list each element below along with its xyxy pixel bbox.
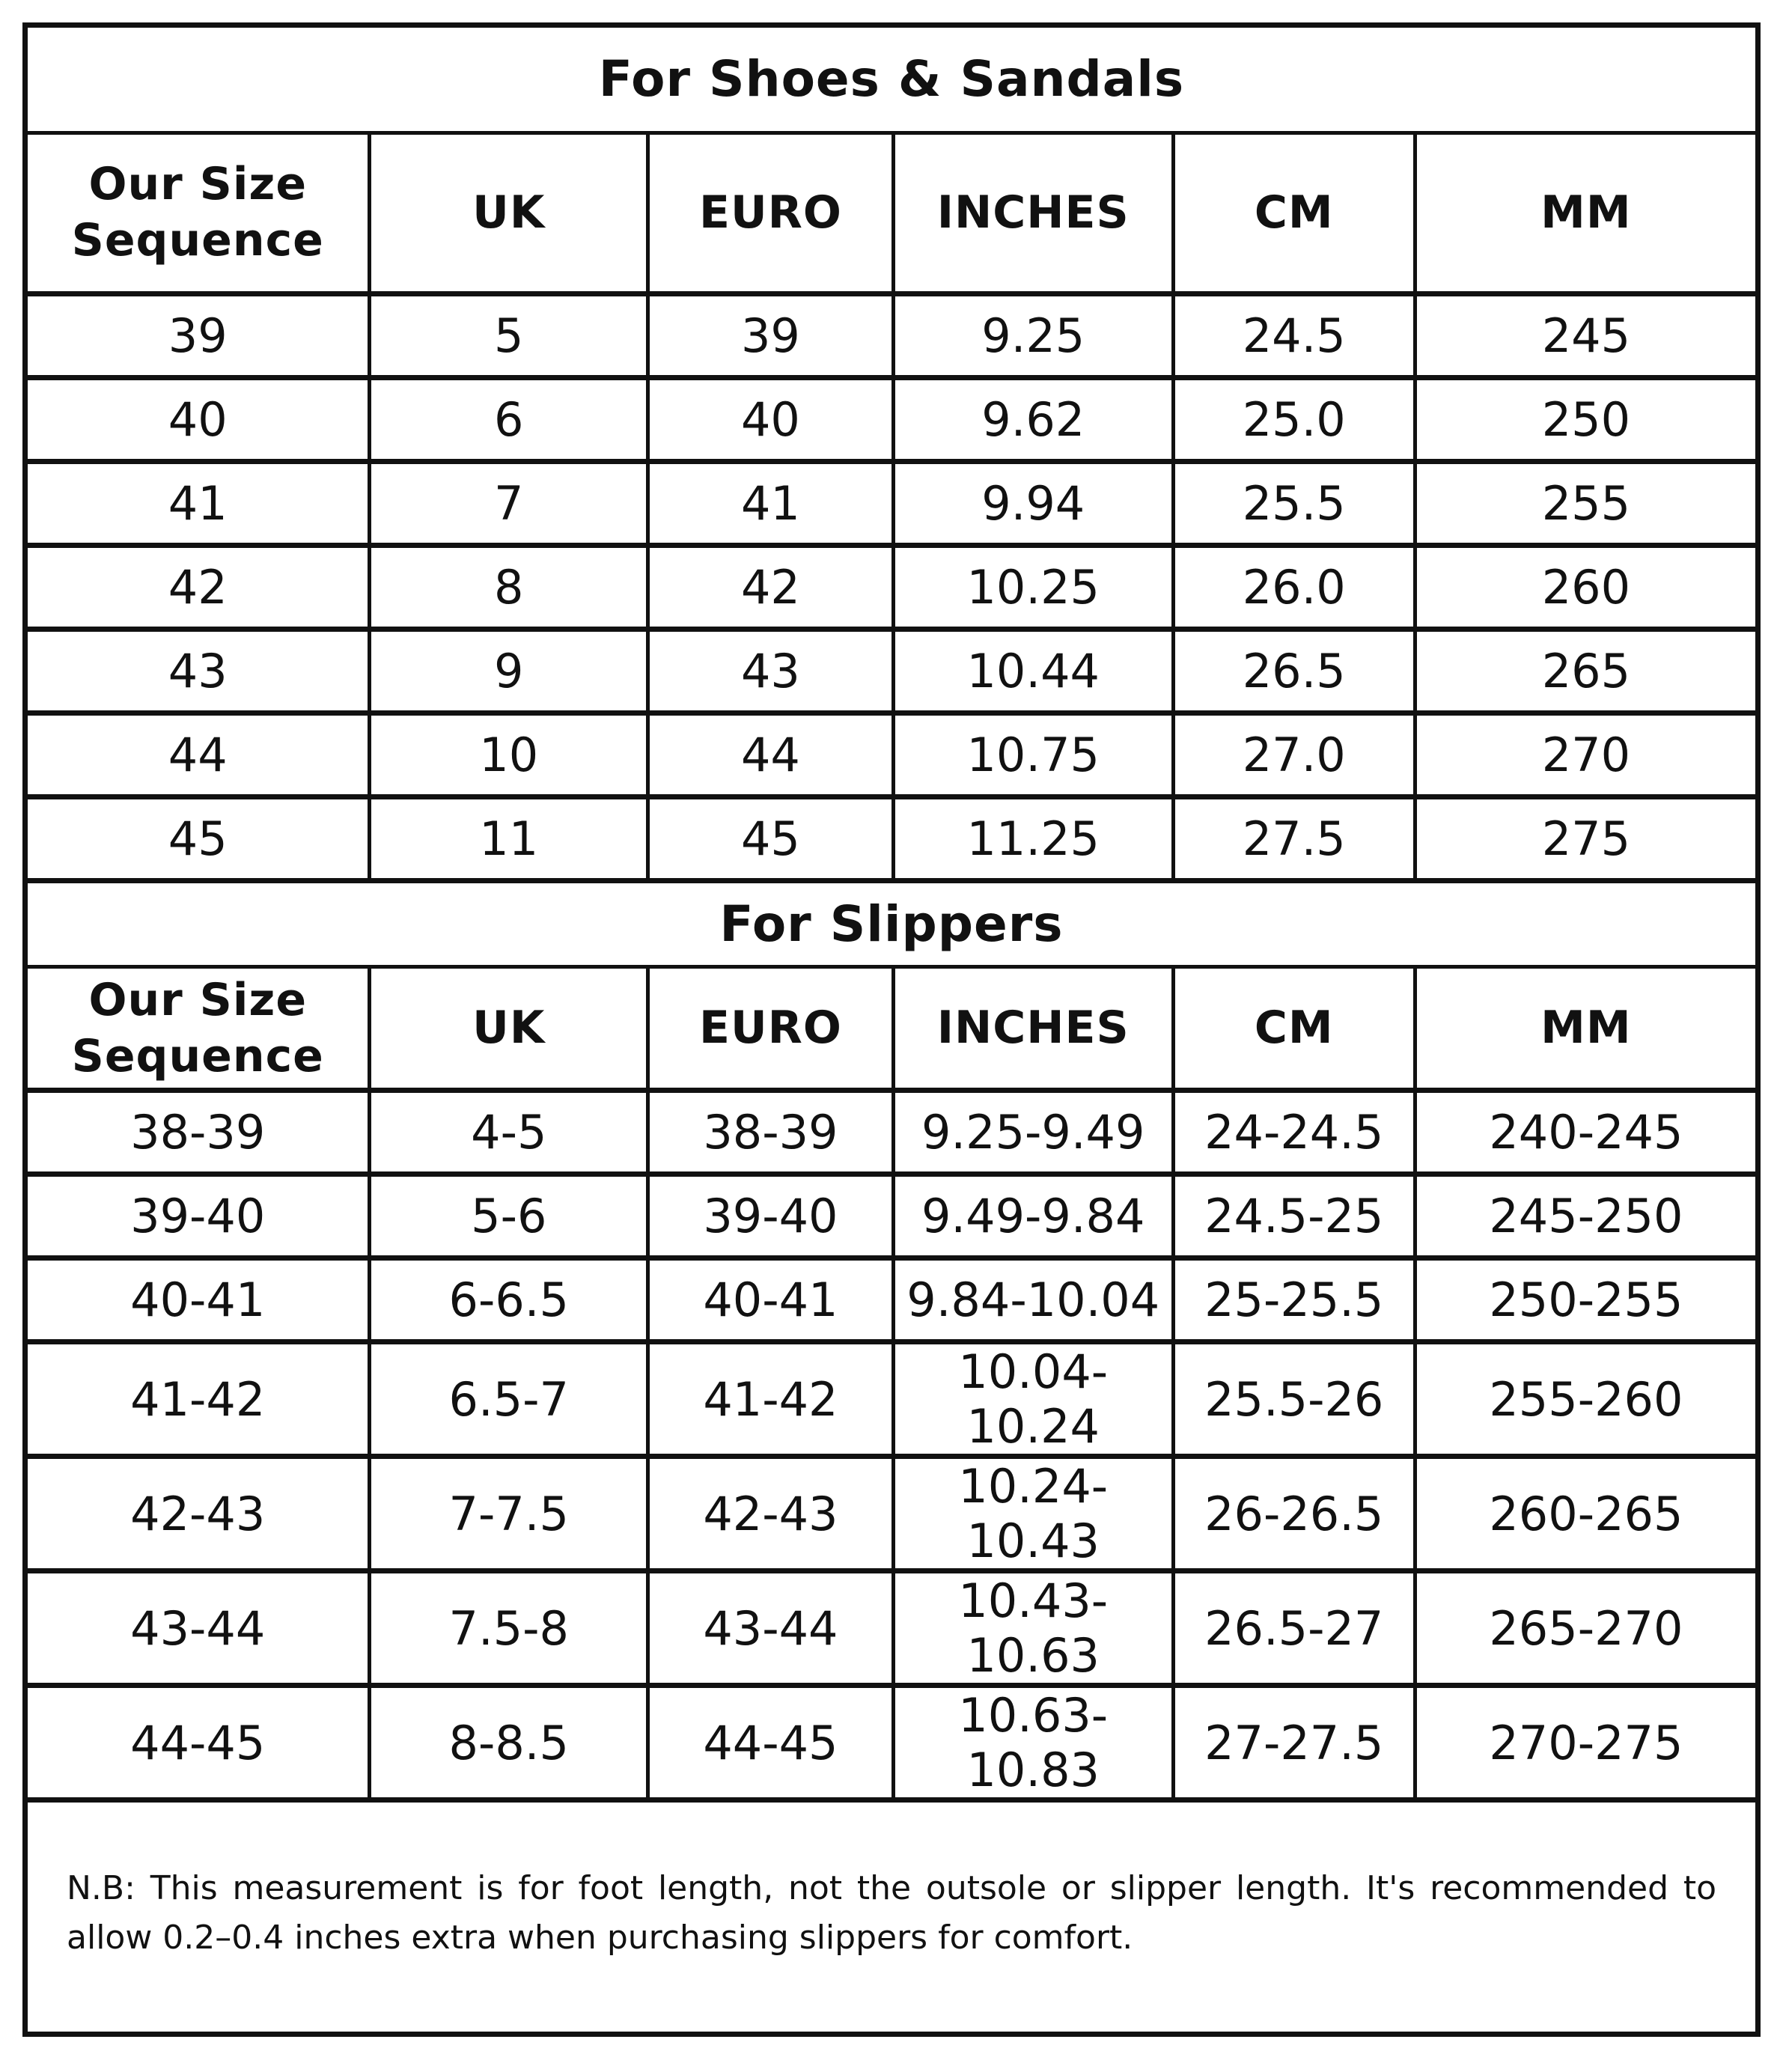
table-cell: 27-27.5 — [1173, 1686, 1415, 1800]
table-cell: 7 — [370, 461, 648, 545]
table-cell: 40-41 — [28, 1258, 370, 1342]
slippers-table — [28, 883, 1755, 1803]
table-cell: 5 — [370, 293, 648, 377]
column-header: CM — [1173, 967, 1415, 1091]
table-cell: 6.5-7 — [370, 1342, 648, 1457]
table-cell: 250-255 — [1415, 1258, 1755, 1342]
table-cell: 10.04-10.24 — [893, 1342, 1173, 1457]
table-row — [28, 293, 1755, 377]
table-cell: 41-42 — [648, 1342, 894, 1457]
table-cell: 7.5-8 — [370, 1571, 648, 1686]
table-cell: 255-260 — [1415, 1342, 1755, 1457]
table-cell: 5-6 — [370, 1174, 648, 1258]
table-row — [28, 629, 1755, 713]
table-cell: 44-45 — [28, 1686, 370, 1800]
table-cell: 6 — [370, 377, 648, 461]
table-cell: 24.5 — [1173, 293, 1415, 377]
table-row — [28, 461, 1755, 545]
table-cell: 24.5-25 — [1173, 1174, 1415, 1258]
table-cell: 26.5 — [1173, 629, 1415, 713]
table-cell: 41 — [648, 461, 894, 545]
table-cell: 245 — [1415, 293, 1755, 377]
section-title-row — [28, 883, 1755, 967]
table-cell: 42-43 — [28, 1457, 370, 1571]
table-row — [28, 1342, 1755, 1457]
table-cell: 25.5 — [1173, 461, 1415, 545]
table-cell: 39-40 — [28, 1174, 370, 1258]
table-row — [28, 1686, 1755, 1800]
table-cell: 6-6.5 — [370, 1258, 648, 1342]
table-cell: 43 — [648, 629, 894, 713]
table-cell: 245-250 — [1415, 1174, 1755, 1258]
table-cell: 10.43-10.63 — [893, 1571, 1173, 1686]
table-cell: 10.25 — [893, 545, 1173, 629]
table-cell: 39 — [648, 293, 894, 377]
table-cell: 8-8.5 — [370, 1686, 648, 1800]
table-cell: 42-43 — [648, 1457, 894, 1571]
note-text: N.B: This measurement is for foot length, not the outsole or slipper length. It's recommended to allow 0.2–0.4 inches extra when purchasing slippers for comfort. — [67, 1869, 1716, 1957]
header-row — [28, 967, 1755, 1091]
table-cell: 240-245 — [1415, 1091, 1755, 1174]
table-cell: 270 — [1415, 713, 1755, 796]
table-cell: 25.5-26 — [1173, 1342, 1415, 1457]
table-cell: 7-7.5 — [370, 1457, 648, 1571]
table-cell: 43-44 — [648, 1571, 894, 1686]
table-cell: 260-265 — [1415, 1457, 1755, 1571]
table-cell: 9 — [370, 629, 648, 713]
table-cell: 275 — [1415, 796, 1755, 880]
column-header: MM — [1415, 967, 1755, 1091]
table-cell: 27.0 — [1173, 713, 1415, 796]
table-cell: 25-25.5 — [1173, 1258, 1415, 1342]
table-cell: 11 — [370, 796, 648, 880]
table-row — [28, 1174, 1755, 1258]
table-cell: 43-44 — [28, 1571, 370, 1686]
table-row — [28, 796, 1755, 880]
table-cell: 10.44 — [893, 629, 1173, 713]
table-cell: 10.63-10.83 — [893, 1686, 1173, 1800]
table-cell: 9.94 — [893, 461, 1173, 545]
section-title: For Slippers — [28, 883, 1755, 967]
table-cell: 39 — [28, 293, 370, 377]
table-cell: 250 — [1415, 377, 1755, 461]
table-cell: 24-24.5 — [1173, 1091, 1415, 1174]
column-header: Our Size Sequence — [28, 967, 370, 1091]
table-cell: 45 — [28, 796, 370, 880]
column-header: MM — [1415, 132, 1755, 293]
table-cell: 26.5-27 — [1173, 1571, 1415, 1686]
table-cell: 45 — [648, 796, 894, 880]
table-row — [28, 1457, 1755, 1571]
table-cell: 9.84-10.04 — [893, 1258, 1173, 1342]
table-cell: 41-42 — [28, 1342, 370, 1457]
header-row — [28, 132, 1755, 293]
table-cell: 10.24-10.43 — [893, 1457, 1173, 1571]
table-cell: 265 — [1415, 629, 1755, 713]
table-row — [28, 1571, 1755, 1686]
table-cell: 44 — [28, 713, 370, 796]
column-header: INCHES — [893, 132, 1173, 293]
table-cell: 9.62 — [893, 377, 1173, 461]
column-header: UK — [370, 967, 648, 1091]
shoes-sandals-table — [28, 28, 1755, 883]
table-cell: 42 — [648, 545, 894, 629]
table-cell: 41 — [28, 461, 370, 545]
table-cell: 9.49-9.84 — [893, 1174, 1173, 1258]
table-cell: 40-41 — [648, 1258, 894, 1342]
table-cell: 265-270 — [1415, 1571, 1755, 1686]
size-chart — [22, 22, 1761, 2037]
table-cell: 260 — [1415, 545, 1755, 629]
table-cell: 44-45 — [648, 1686, 894, 1800]
table-cell: 27.5 — [1173, 796, 1415, 880]
table-cell: 8 — [370, 545, 648, 629]
column-header: CM — [1173, 132, 1415, 293]
section-title-row — [28, 28, 1755, 132]
table-cell: 255 — [1415, 461, 1755, 545]
column-header: EURO — [648, 967, 894, 1091]
table-cell: 4-5 — [370, 1091, 648, 1174]
table-cell: 43 — [28, 629, 370, 713]
table-cell: 42 — [28, 545, 370, 629]
table-cell: 38-39 — [648, 1091, 894, 1174]
table-row — [28, 545, 1755, 629]
table-cell: 10 — [370, 713, 648, 796]
column-header: Our Size Sequence — [28, 132, 370, 293]
table-cell: 270-275 — [1415, 1686, 1755, 1800]
table-cell: 11.25 — [893, 796, 1173, 880]
column-header: UK — [370, 132, 648, 293]
column-header: INCHES — [893, 967, 1173, 1091]
table-cell: 25.0 — [1173, 377, 1415, 461]
table-row — [28, 713, 1755, 796]
table-cell: 26-26.5 — [1173, 1457, 1415, 1571]
table-row — [28, 1091, 1755, 1174]
table-cell: 26.0 — [1173, 545, 1415, 629]
column-header: EURO — [648, 132, 894, 293]
table-cell: 9.25-9.49 — [893, 1091, 1173, 1174]
table-cell: 39-40 — [648, 1174, 894, 1258]
table-cell: 40 — [648, 377, 894, 461]
table-cell: 10.75 — [893, 713, 1173, 796]
table-cell: 40 — [28, 377, 370, 461]
table-cell: 38-39 — [28, 1091, 370, 1174]
section-title: For Shoes & Sandals — [28, 28, 1755, 132]
table-cell: 9.25 — [893, 293, 1173, 377]
table-cell: 44 — [648, 713, 894, 796]
table-row — [28, 1258, 1755, 1342]
table-row — [28, 377, 1755, 461]
